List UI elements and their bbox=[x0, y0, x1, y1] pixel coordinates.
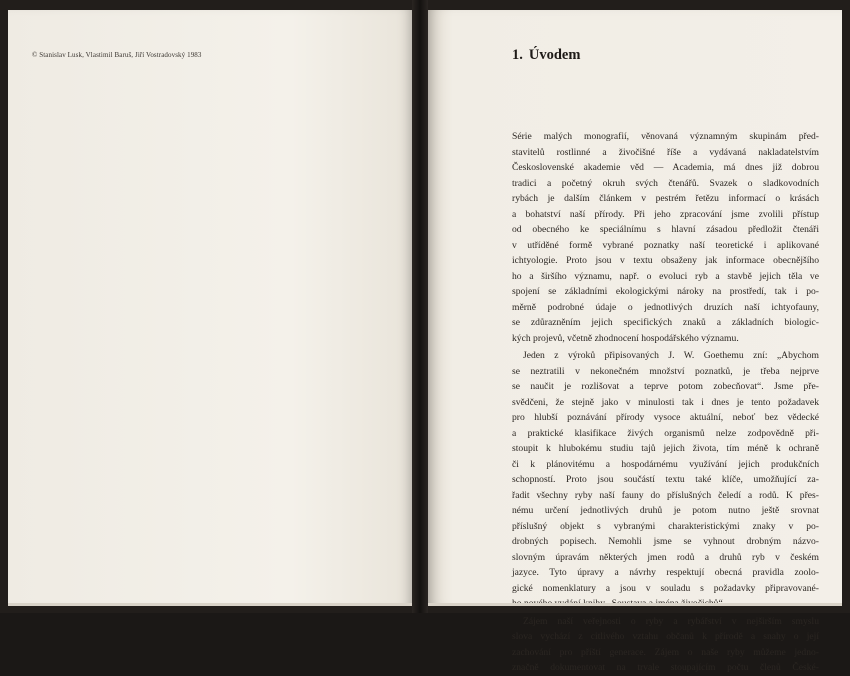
text-line: spojení se základními ekologickými nároky na prostředí, tak i po- bbox=[512, 286, 819, 297]
text-line: stoupit k hlubokému studiu tajů jejich života, tím méně k ochraně bbox=[512, 443, 819, 454]
text-line: se neztratili v nekonečném množství poznatků, je třeba nejprve bbox=[512, 365, 819, 377]
paragraph bbox=[512, 129, 819, 346]
text-line: ho a širšího významu, např. o evoluci ryb a stavbě jejich těla ve bbox=[512, 270, 819, 282]
page-edge bbox=[8, 603, 412, 606]
text-line: slova vychází z citlivého vztahu občanů k přírodě a snahy o její bbox=[512, 631, 819, 642]
text-line: řadit všechny ryby naší fauny do příslušných čeledí a rodů. K přes- bbox=[512, 489, 819, 501]
text-line: a praktické klasifikace živých organismů nelze zodpovědně při- bbox=[512, 427, 819, 439]
chapter-heading bbox=[512, 47, 580, 64]
text-line: svědčeni, že stejně jako v minulosti tak i dnes je tento požadavek bbox=[512, 396, 819, 408]
text-line: drobných popisech. Nemohli jsme se vyhnout drobným názvo- bbox=[512, 536, 819, 547]
chapter-number: 1. bbox=[512, 47, 523, 63]
text-line: jazyce. Tyto úpravy a návrhy respektují obecná pravidla zoolo- bbox=[512, 567, 819, 578]
text-line: ichtyologie. Proto jsou v textu obsaženy jak informace obecnějšího bbox=[512, 255, 819, 266]
text-line: zachování pro příští generace. Zájem o naše ryby můžeme jedno- bbox=[512, 646, 819, 658]
book-gutter bbox=[412, 0, 428, 613]
left-page bbox=[8, 10, 412, 606]
text-line: kých projevů, včetně zhodnocení hospodářského významu. bbox=[512, 332, 739, 344]
text-line: měrně podrobné údaje o jednotlivých druzích naší ichtyofauny, bbox=[512, 301, 819, 313]
text-line: Československé akademie věd — Academia, má dnes již dobrou bbox=[512, 162, 819, 173]
text-line: se zdůrazněním jejich specifických znaků a základních biologic- bbox=[512, 317, 819, 328]
text-line: od obecného ke speciálnímu s hlavní zásadou předložit čtenáři bbox=[512, 224, 819, 235]
chapter-title: Úvodem bbox=[528, 47, 581, 63]
text-line: nému určení jednotlivých druhů je potom nutno ještě srovnat bbox=[512, 505, 819, 516]
paragraph bbox=[512, 348, 819, 612]
text-line: slovným úpravám některých jmen rodů a druhů ryb v českém bbox=[512, 551, 819, 563]
paragraph bbox=[512, 614, 819, 676]
text-line: schopností. Proto jsou součástí textu také klíče, umožňující za- bbox=[512, 474, 819, 485]
text-line: v utříděné formě vybrané poznatky naší teoretické i aplikované bbox=[512, 239, 819, 251]
text-line: Jeden z výroků připisovaných J. W. Goethemu zní: „Abychom bbox=[523, 350, 819, 361]
page-edge bbox=[428, 603, 842, 606]
right-page bbox=[428, 10, 842, 673]
text-line: pro hlubší poznávání přírody vysoce aktuální, neboť bez vědecké bbox=[512, 412, 819, 423]
copyright-notice: © Stanislav Lusk, Vlastimil Baruš, Jiří Vostradovský 1983 bbox=[32, 51, 202, 59]
text-line: gické nomenklatury a jsou v souladu s požadavky připravované- bbox=[512, 582, 819, 594]
text-line: Série malých monografií, věnovaná významným skupinám před- bbox=[512, 131, 819, 142]
text-line: a bohatství naší přírody. Při jeho zpracování jsme zvolili přístup bbox=[512, 208, 819, 220]
text-line: tradici a početný okruh svých čtenářů. Svazek o sladkovodních bbox=[512, 177, 819, 189]
body-text bbox=[512, 129, 819, 676]
text-line: se naučit je rozlišovat a teprve potom zobecňovat“. Jsme pře- bbox=[512, 381, 819, 392]
text-line: Zájem naší veřejnosti o ryby a rybářství v nejširším smyslu bbox=[523, 615, 819, 627]
text-line: stavitelů rostlinné a živočišné říše a vydávaná nakladatelstvím bbox=[512, 146, 819, 158]
text-line: rybách je dalším článkem v pestrém řetězu informací o krásách bbox=[512, 193, 819, 204]
text-line: značně dokumentovat na trvale stoupajícím počtu členů České- bbox=[512, 662, 819, 673]
text-line: příslušný objekt s vybranými charakteristickými znaky v po- bbox=[512, 520, 819, 532]
text-line: či k plánovitému a hospodárnému využívání jejich produkčních bbox=[512, 458, 819, 470]
